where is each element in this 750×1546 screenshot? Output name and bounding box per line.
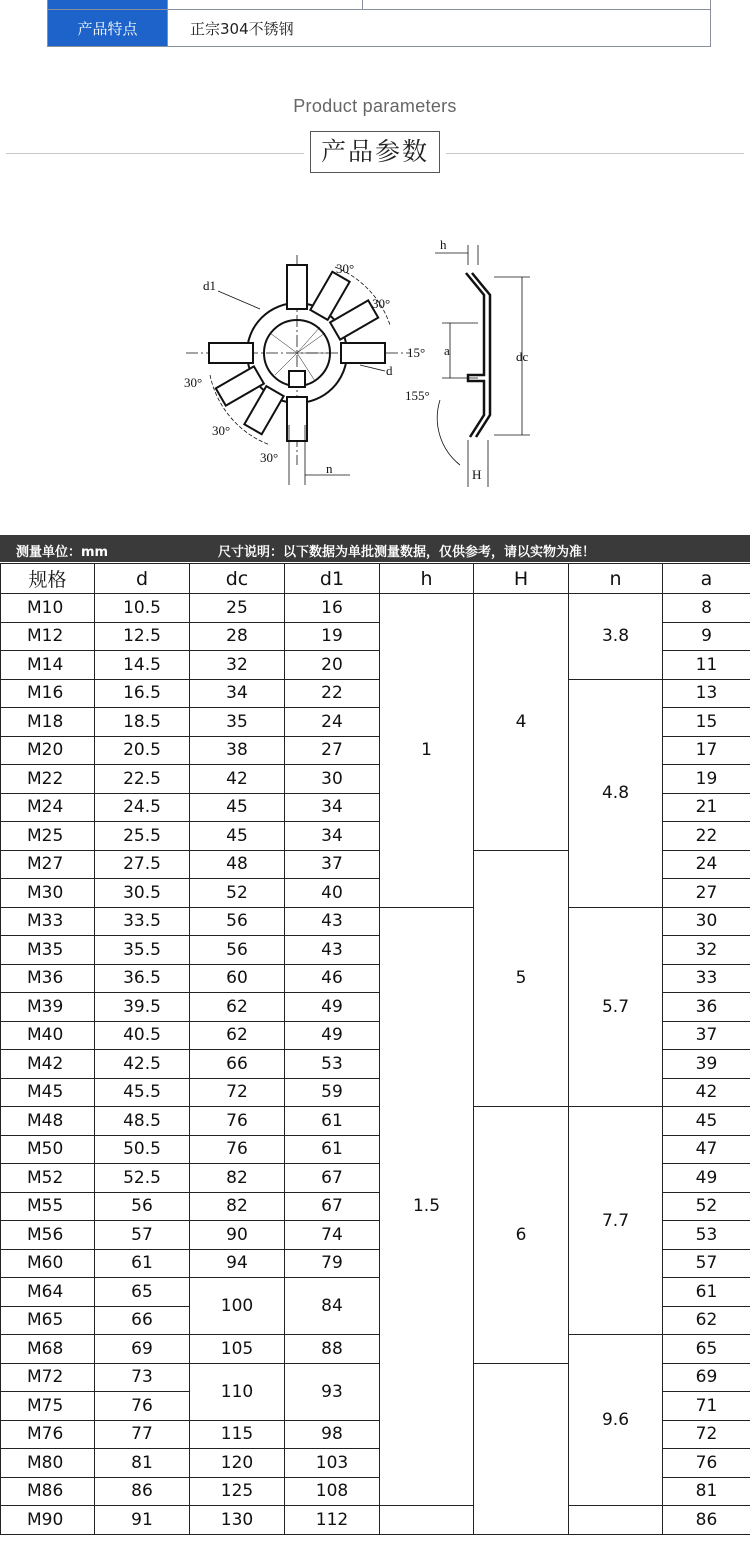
cell-size: M40 xyxy=(1,1021,95,1050)
cell-d: 61 xyxy=(95,1249,190,1278)
cell-d1: 43 xyxy=(285,907,380,936)
header-d: d xyxy=(95,564,190,594)
feature-table xyxy=(47,0,711,47)
cell-dc: 94 xyxy=(190,1249,285,1278)
cell-d1: 27 xyxy=(285,736,380,765)
cell-dc: 90 xyxy=(190,1221,285,1250)
diagram-label-angle-30c: 30° xyxy=(184,375,203,390)
cell-dc: 56 xyxy=(190,907,285,936)
cell-size: M50 xyxy=(1,1135,95,1164)
cell-a: 45 xyxy=(663,1107,750,1136)
cell-d: 10.5 xyxy=(95,594,190,623)
cell-a: 19 xyxy=(663,765,750,794)
cell-H: 5 xyxy=(474,850,569,1107)
cell-size: M18 xyxy=(1,708,95,737)
diagram-label-angle-30e: 30° xyxy=(260,450,279,465)
cell-n: 3.8 xyxy=(569,594,663,680)
cell-a: 37 xyxy=(663,1021,750,1050)
cell-a: 47 xyxy=(663,1135,750,1164)
cell-a: 33 xyxy=(663,964,750,993)
feature-label: 产品特点 xyxy=(48,10,168,47)
cell-d: 69 xyxy=(95,1335,190,1364)
cell-size: M80 xyxy=(1,1449,95,1478)
cell-d1: 19 xyxy=(285,622,380,651)
header-a: a xyxy=(663,564,750,594)
cell-H: 6 xyxy=(474,1107,569,1364)
cell-size: M90 xyxy=(1,1506,95,1535)
cell-dc: 76 xyxy=(190,1107,285,1136)
cell-d1: 16 xyxy=(285,594,380,623)
cell-d1: 112 xyxy=(285,1506,380,1535)
cell-d1: 34 xyxy=(285,822,380,851)
cell-dc: 25 xyxy=(190,594,285,623)
diagram-label-a: a xyxy=(444,343,450,358)
cell-a: 17 xyxy=(663,736,750,765)
cell-d: 40.5 xyxy=(95,1021,190,1050)
header-size: 规格 xyxy=(1,564,95,594)
cell-size: M16 xyxy=(1,679,95,708)
section-heading-english: Product parameters xyxy=(293,96,457,116)
cell-size: M45 xyxy=(1,1078,95,1107)
table-row xyxy=(1,1506,750,1535)
cell-d1: 61 xyxy=(285,1107,380,1136)
cell-a: 24 xyxy=(663,850,750,879)
cell-dc: 72 xyxy=(190,1078,285,1107)
cell-dc: 34 xyxy=(190,679,285,708)
feature-table-row xyxy=(48,10,711,47)
cell-dc: 60 xyxy=(190,964,285,993)
cell-size: M48 xyxy=(1,1107,95,1136)
cell-a: 36 xyxy=(663,993,750,1022)
cell-dc: 66 xyxy=(190,1050,285,1079)
cell-size: M24 xyxy=(1,793,95,822)
cell-d: 30.5 xyxy=(95,879,190,908)
cell-d: 52.5 xyxy=(95,1164,190,1193)
cell-d1: 46 xyxy=(285,964,380,993)
diagram-label-angle-155: 155° xyxy=(405,388,430,403)
header-H: H xyxy=(474,564,569,594)
cell-d1: 22 xyxy=(285,679,380,708)
cell-d: 45.5 xyxy=(95,1078,190,1107)
spec-body xyxy=(1,594,750,1535)
cell-size: M14 xyxy=(1,651,95,680)
cell-d1: 20 xyxy=(285,651,380,680)
cell-a: 22 xyxy=(663,822,750,851)
cell-size: M25 xyxy=(1,822,95,851)
cell-d: 18.5 xyxy=(95,708,190,737)
cell-d1: 43 xyxy=(285,936,380,965)
cell-d: 35.5 xyxy=(95,936,190,965)
cell-a: 39 xyxy=(663,1050,750,1079)
table-row xyxy=(1,1335,750,1364)
cell-d: 76 xyxy=(95,1392,190,1421)
cell-d1: 49 xyxy=(285,1021,380,1050)
cell-a: 13 xyxy=(663,679,750,708)
cell-n: 5.7 xyxy=(569,907,663,1107)
cell-d: 14.5 xyxy=(95,651,190,680)
cell-size: M55 xyxy=(1,1192,95,1221)
cell-d: 81 xyxy=(95,1449,190,1478)
cell-d1: 74 xyxy=(285,1221,380,1250)
cell-n: 4.8 xyxy=(569,679,663,907)
cell-a: 15 xyxy=(663,708,750,737)
cell-size: M30 xyxy=(1,879,95,908)
cell-d: 57 xyxy=(95,1221,190,1250)
cell-dc: 105 xyxy=(190,1335,285,1364)
feature-cut-value-cell xyxy=(363,0,711,10)
spec-header-row xyxy=(1,564,750,594)
feature-cut-mid-cell xyxy=(168,0,363,10)
cell-a: 76 xyxy=(663,1449,750,1478)
cell-a: 72 xyxy=(663,1420,750,1449)
diagram-label-angle-30b: 30° xyxy=(372,296,391,311)
diagram-label-d: d xyxy=(386,363,393,378)
table-row xyxy=(1,1107,750,1136)
cell-dc: 52 xyxy=(190,879,285,908)
diagram-label-h: h xyxy=(440,237,447,252)
cell-size: M72 xyxy=(1,1363,95,1392)
cell-d1: 67 xyxy=(285,1192,380,1221)
cell-a: 65 xyxy=(663,1335,750,1364)
cell-dc: 125 xyxy=(190,1477,285,1506)
cell-d1: 59 xyxy=(285,1078,380,1107)
cell-size: M64 xyxy=(1,1278,95,1307)
measurement-note: 尺寸说明：以下数据为单批测量数据，仅供参考，请以实物为准！ xyxy=(218,545,596,560)
cell-d1: 93 xyxy=(285,1363,380,1420)
cell-a: 42 xyxy=(663,1078,750,1107)
cell-a: 62 xyxy=(663,1306,750,1335)
cell-d1: 98 xyxy=(285,1420,380,1449)
measurement-info-bar xyxy=(0,535,750,562)
cell-d: 42.5 xyxy=(95,1050,190,1079)
cell-size: M68 xyxy=(1,1335,95,1364)
diagram-label-H: H xyxy=(472,467,482,482)
cell-size: M12 xyxy=(1,622,95,651)
cell-dc: 45 xyxy=(190,793,285,822)
cell-a: 61 xyxy=(663,1278,750,1307)
cell-d: 20.5 xyxy=(95,736,190,765)
cell-a: 86 xyxy=(663,1506,750,1535)
cell-size: M52 xyxy=(1,1164,95,1193)
cell-a: 71 xyxy=(663,1392,750,1421)
cell-dc: 48 xyxy=(190,850,285,879)
diagram-label-angle-30d: 30° xyxy=(212,423,231,438)
feature-cut-label-cell xyxy=(48,0,168,10)
cell-a: 52 xyxy=(663,1192,750,1221)
cell-dc: 76 xyxy=(190,1135,285,1164)
feature-table-row-cut xyxy=(48,0,711,10)
feature-value: 正宗304不锈钢 xyxy=(168,10,711,47)
heading-divider-right xyxy=(446,153,744,154)
diagram-label-d1: d1 xyxy=(203,278,216,293)
header-h: h xyxy=(380,564,474,594)
cell-d1: 24 xyxy=(285,708,380,737)
cell-d1: 30 xyxy=(285,765,380,794)
cell-d: 36.5 xyxy=(95,964,190,993)
cell-n: 7.7 xyxy=(569,1107,663,1335)
cell-d1: 61 xyxy=(285,1135,380,1164)
cell-d: 24.5 xyxy=(95,793,190,822)
cell-size: M76 xyxy=(1,1420,95,1449)
cell-d: 77 xyxy=(95,1420,190,1449)
cell-d: 50.5 xyxy=(95,1135,190,1164)
cell-d: 22.5 xyxy=(95,765,190,794)
cell-size: M65 xyxy=(1,1306,95,1335)
cell-d: 65 xyxy=(95,1278,190,1307)
cell-H: 4 xyxy=(474,594,569,851)
cell-d: 27.5 xyxy=(95,850,190,879)
cell-dc: 115 xyxy=(190,1420,285,1449)
cell-dc: 38 xyxy=(190,736,285,765)
cell-size: M86 xyxy=(1,1477,95,1506)
cell-d: 25.5 xyxy=(95,822,190,851)
cell-d1: 49 xyxy=(285,993,380,1022)
cell-size: M27 xyxy=(1,850,95,879)
measurement-unit: 测量单位：mm xyxy=(16,545,109,560)
cell-a: 69 xyxy=(663,1363,750,1392)
cell-dc: 130 xyxy=(190,1506,285,1535)
diagram-label-angle-30a: 30° xyxy=(336,261,355,276)
cell-d: 33.5 xyxy=(95,907,190,936)
cell-d: 12.5 xyxy=(95,622,190,651)
cell-d: 73 xyxy=(95,1363,190,1392)
cell-size: M56 xyxy=(1,1221,95,1250)
cell-a: 32 xyxy=(663,936,750,965)
cell-d1: 37 xyxy=(285,850,380,879)
header-dc: dc xyxy=(190,564,285,594)
cell-a: 8 xyxy=(663,594,750,623)
cell-size: M42 xyxy=(1,1050,95,1079)
cell-dc: 62 xyxy=(190,1021,285,1050)
cell-dc: 62 xyxy=(190,993,285,1022)
cell-size: M10 xyxy=(1,594,95,623)
cell-d: 56 xyxy=(95,1192,190,1221)
cell-size: M35 xyxy=(1,936,95,965)
cell-dc: 28 xyxy=(190,622,285,651)
cell-size: M22 xyxy=(1,765,95,794)
cell-d1: 34 xyxy=(285,793,380,822)
diagram-label-dc: dc xyxy=(516,349,529,364)
cell-dc: 32 xyxy=(190,651,285,680)
cell-a: 49 xyxy=(663,1164,750,1193)
cell-H xyxy=(474,1363,569,1534)
cell-d1: 67 xyxy=(285,1164,380,1193)
cell-h xyxy=(380,1506,474,1535)
cell-size: M75 xyxy=(1,1392,95,1421)
cell-d: 48.5 xyxy=(95,1107,190,1136)
cell-dc: 35 xyxy=(190,708,285,737)
cell-h: 1.5 xyxy=(380,907,474,1506)
cell-d1: 40 xyxy=(285,879,380,908)
cell-size: M36 xyxy=(1,964,95,993)
table-row xyxy=(1,679,750,708)
cell-d: 91 xyxy=(95,1506,190,1535)
cell-n: 9.6 xyxy=(569,1335,663,1506)
cell-a: 9 xyxy=(663,622,750,651)
section-heading-chinese: 产品参数 xyxy=(310,131,440,173)
cell-d1: 88 xyxy=(285,1335,380,1364)
cell-dc: 42 xyxy=(190,765,285,794)
cell-a: 57 xyxy=(663,1249,750,1278)
cell-size: M39 xyxy=(1,993,95,1022)
cell-dc: 120 xyxy=(190,1449,285,1478)
diagram-label-n: n xyxy=(326,461,333,476)
cell-h: 1 xyxy=(380,594,474,908)
cell-dc: 56 xyxy=(190,936,285,965)
cell-dc: 110 xyxy=(190,1363,285,1420)
cell-dc: 82 xyxy=(190,1192,285,1221)
cell-d1: 79 xyxy=(285,1249,380,1278)
cell-size: M60 xyxy=(1,1249,95,1278)
cell-d: 16.5 xyxy=(95,679,190,708)
cell-size: M20 xyxy=(1,736,95,765)
cell-d: 86 xyxy=(95,1477,190,1506)
cell-a: 81 xyxy=(663,1477,750,1506)
cell-d: 39.5 xyxy=(95,993,190,1022)
cell-d: 66 xyxy=(95,1306,190,1335)
cell-a: 30 xyxy=(663,907,750,936)
washer-diagram xyxy=(110,225,550,495)
cell-d1: 53 xyxy=(285,1050,380,1079)
cell-d1: 103 xyxy=(285,1449,380,1478)
diagram-label-angle-15: 15° xyxy=(407,345,426,360)
table-row xyxy=(1,594,750,623)
header-d1: d1 xyxy=(285,564,380,594)
cell-a: 11 xyxy=(663,651,750,680)
cell-d1: 108 xyxy=(285,1477,380,1506)
cell-dc: 82 xyxy=(190,1164,285,1193)
cell-size: M33 xyxy=(1,907,95,936)
spec-table xyxy=(0,563,750,1535)
cell-a: 21 xyxy=(663,793,750,822)
cell-dc: 45 xyxy=(190,822,285,851)
table-row xyxy=(1,907,750,936)
cell-dc: 100 xyxy=(190,1278,285,1335)
heading-divider-left xyxy=(6,153,304,154)
cell-a: 53 xyxy=(663,1221,750,1250)
cell-a: 27 xyxy=(663,879,750,908)
header-n: n xyxy=(569,564,663,594)
cell-d1: 84 xyxy=(285,1278,380,1335)
cell-n xyxy=(569,1506,663,1535)
